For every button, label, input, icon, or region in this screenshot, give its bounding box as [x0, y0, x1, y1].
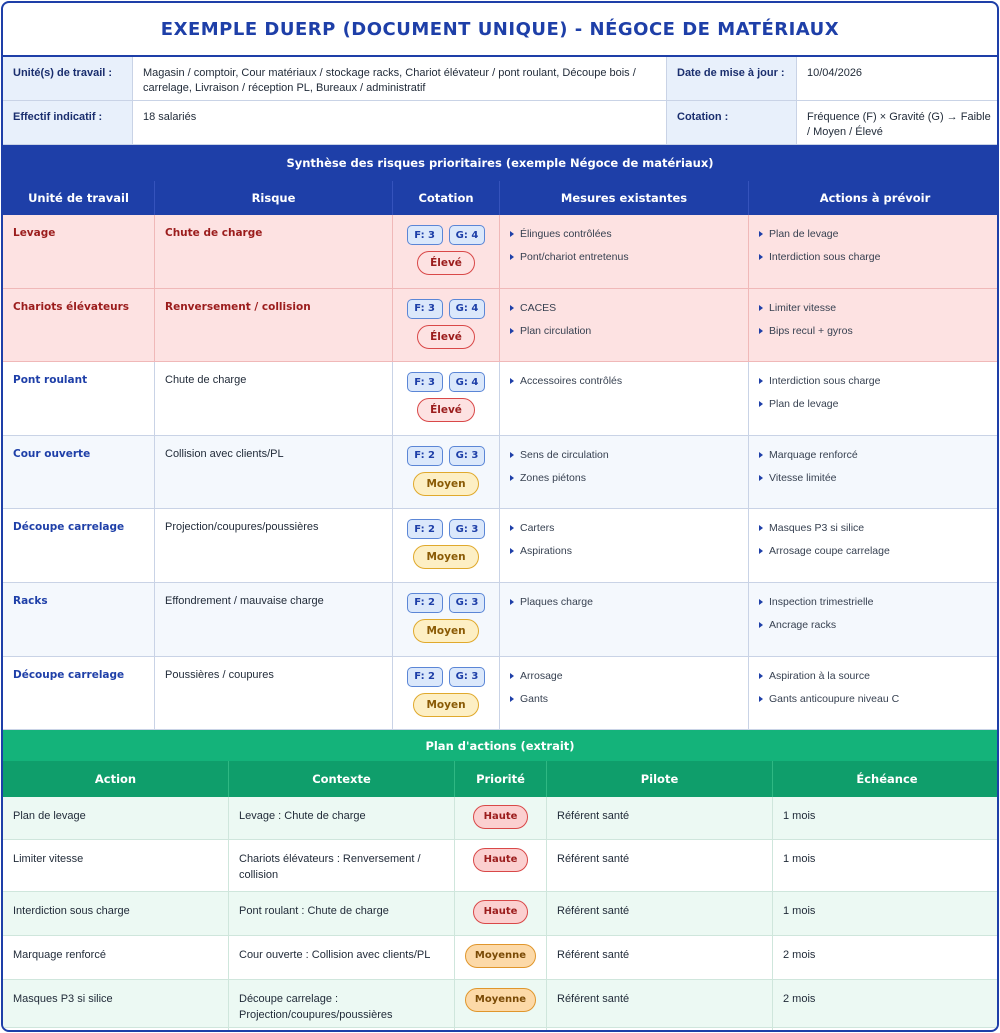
risk-name: Projection/coupures/poussières — [165, 521, 319, 534]
document — [1, 1, 999, 1032]
staff-label: Effectif indicatif : — [3, 101, 133, 144]
frequency-chip: F: 2 — [407, 593, 443, 613]
cotation-cell — [393, 583, 500, 656]
measures-list — [510, 301, 738, 338]
unit-cell — [3, 289, 155, 362]
date-label: Date de mise à jour : — [667, 57, 797, 101]
gravity-chip: G: 4 — [449, 372, 486, 392]
plan-row — [3, 840, 997, 892]
plan-pilot: Référent santé — [547, 936, 773, 979]
measures-cell — [500, 436, 749, 509]
risk-row — [3, 583, 997, 657]
measure-item: Sens de circulation — [510, 448, 738, 462]
plan-header-cell: Action — [3, 761, 229, 797]
measures-list — [510, 448, 738, 485]
measure-item: Aspirations — [510, 544, 738, 558]
measures-cell — [500, 583, 749, 656]
priority-badge: Moyenne — [465, 988, 536, 1012]
measures-list — [510, 521, 738, 558]
plan-action: Plan de levage — [3, 797, 229, 840]
measures-cell — [500, 509, 749, 582]
risk-cell — [155, 583, 393, 656]
info-table — [3, 57, 997, 145]
frequency-chip: F: 3 — [407, 225, 443, 245]
frequency-chip: F: 3 — [407, 372, 443, 392]
plan-action: Marquage renforcé — [3, 936, 229, 979]
actions-cell — [749, 583, 999, 656]
risk-level-badge: Élevé — [417, 251, 475, 275]
risk-level-badge: Élevé — [417, 398, 475, 422]
priority-badge: Moyenne — [465, 944, 536, 968]
gravity-chip: G: 3 — [449, 593, 486, 613]
plan-context: Levage : Chute de charge — [229, 797, 455, 840]
actions-list — [759, 227, 991, 264]
risk-level-badge: Moyen — [413, 472, 478, 496]
actions-cell — [749, 436, 999, 509]
unit-name: Découpe carrelage — [13, 668, 125, 681]
action-item: Plan de levage — [759, 227, 991, 241]
gravity-chip: G: 4 — [449, 299, 486, 319]
risk-cell — [155, 657, 393, 730]
frequency-gravity — [407, 299, 486, 319]
action-item: Interdiction sous charge — [759, 250, 991, 264]
plan-due: 2 mois — [783, 993, 816, 1006]
actions-list — [759, 669, 991, 706]
action-item: Masques P3 si silice — [759, 521, 991, 535]
plan-pilot: Référent santé — [547, 980, 773, 1032]
cotation-cell — [393, 362, 500, 435]
frequency-chip: F: 3 — [407, 299, 443, 319]
plan-row — [3, 980, 997, 1028]
plan-row — [3, 892, 997, 936]
unit-name: Racks — [13, 594, 48, 607]
measure-item: Zones piétons — [510, 471, 738, 485]
risks-header-cell: Mesures existantes — [500, 181, 749, 215]
measure-item: Gants — [510, 692, 738, 706]
plan-priority-cell — [455, 797, 547, 840]
actions-cell — [749, 289, 999, 362]
risk-row — [3, 289, 997, 363]
priority-badge: Haute — [473, 848, 529, 872]
plan-priority-cell — [455, 936, 547, 979]
plan-priority-cell — [455, 980, 547, 1032]
plan-header-cell: Pilote — [547, 761, 773, 797]
action-item: Vitesse limitée — [759, 471, 991, 485]
risks-header-cell: Risque — [155, 181, 393, 215]
risks-header-cell: Actions à prévoir — [819, 191, 931, 205]
plan-context: Chariots élévateurs : Renversement / collision — [229, 840, 455, 894]
measures-list — [510, 374, 738, 388]
risk-row — [3, 509, 997, 583]
plan-pilot: Référent santé — [547, 840, 773, 894]
risk-level-badge: Moyen — [413, 693, 478, 717]
priority-badge: Haute — [473, 900, 529, 924]
actions-cell — [749, 657, 999, 730]
plan-section-title: Plan d'actions (extrait) — [3, 730, 997, 761]
plan-context: Cour ouverte : Collision avec clients/PL — [229, 936, 455, 979]
action-item: Plan de levage — [759, 397, 991, 411]
risk-row — [3, 436, 997, 510]
risk-name: Collision avec clients/PL — [165, 447, 284, 460]
measure-item: Accessoires contrôlés — [510, 374, 738, 388]
unit-cell — [3, 362, 155, 435]
actions-list — [759, 374, 991, 411]
unit-cell — [3, 657, 155, 730]
risk-row — [3, 657, 997, 731]
plan-action: Interdiction sous charge — [3, 892, 229, 935]
measure-item: Pont/chariot entretenus — [510, 250, 738, 264]
cotation-cell — [393, 509, 500, 582]
measures-list — [510, 227, 738, 264]
measures-list — [510, 669, 738, 706]
actions-list — [759, 595, 991, 632]
measure-item: Carters — [510, 521, 738, 535]
risks-section-title: Synthèse des risques prioritaires (exemple Négoce de matériaux) — [3, 145, 997, 181]
action-item: Marquage renforcé — [759, 448, 991, 462]
action-item: Aspiration à la source — [759, 669, 991, 683]
plan-due: 1 mois — [783, 853, 816, 866]
measure-item: CACES — [510, 301, 738, 315]
rating-label: Cotation : — [667, 101, 797, 144]
risk-row — [3, 215, 997, 289]
plan-row — [3, 797, 997, 840]
plan-action: Limiter vitesse — [3, 840, 229, 894]
actions-cell — [749, 362, 999, 435]
risk-cell — [155, 436, 393, 509]
plan-context: Pont roulant : Chute de charge — [229, 892, 455, 935]
plan-pilot: Référent santé — [547, 892, 773, 935]
cotation-cell — [393, 215, 500, 288]
risk-name: Effondrement / mauvaise charge — [165, 594, 324, 607]
risk-name: Poussières / coupures — [165, 668, 274, 681]
plan-header-cell: Échéance — [856, 772, 918, 787]
plan-row — [3, 936, 997, 980]
date-value: 10/04/2026 — [797, 57, 999, 101]
action-item: Interdiction sous charge — [759, 374, 991, 388]
action-item: Arrosage coupe carrelage — [759, 544, 991, 558]
frequency-gravity — [407, 593, 486, 613]
plan-header-cell: Contexte — [229, 761, 455, 797]
plan-header — [3, 761, 997, 797]
rating-value: Fréquence (F) × Gravité (G) → Faible / Moyen / Élevé — [807, 111, 991, 138]
gravity-chip: G: 3 — [449, 519, 486, 539]
actions-cell — [749, 215, 999, 288]
gravity-chip: G: 3 — [449, 667, 486, 687]
priority-badge: Haute — [473, 805, 529, 829]
plan-due: 1 mois — [783, 905, 816, 918]
action-item: Gants anticoupure niveau C — [759, 692, 991, 706]
risk-cell — [155, 509, 393, 582]
frequency-chip: F: 2 — [407, 667, 443, 687]
measures-cell — [500, 362, 749, 435]
gravity-chip: G: 3 — [449, 446, 486, 466]
risk-name: Chute de charge — [165, 374, 247, 387]
actions-list — [759, 448, 991, 485]
risks-body — [3, 215, 997, 730]
measures-list — [510, 595, 738, 609]
cotation-cell — [393, 289, 500, 362]
cotation-cell — [393, 657, 500, 730]
risks-header — [3, 181, 997, 215]
unit-cell — [3, 583, 155, 656]
unit-name: Cour ouverte — [13, 447, 91, 460]
title-bar — [3, 3, 997, 57]
actions-cell — [749, 509, 999, 582]
unit-cell — [3, 436, 155, 509]
measures-cell — [500, 657, 749, 730]
plan-pilot: Référent santé — [547, 797, 773, 840]
frequency-chip: F: 2 — [407, 519, 443, 539]
risk-cell — [155, 289, 393, 362]
plan-due: 2 mois — [783, 949, 816, 962]
measure-item: Élingues contrôlées — [510, 227, 738, 241]
unit-name: Découpe carrelage — [13, 521, 125, 534]
unit-cell — [3, 215, 155, 288]
action-item: Bips recul + gyros — [759, 324, 991, 338]
risk-row — [3, 362, 997, 436]
plan-context: Découpe carrelage : Projection/coupures/poussières — [229, 980, 455, 1032]
risk-cell — [155, 362, 393, 435]
frequency-gravity — [407, 446, 486, 466]
unit-name: Levage — [13, 227, 56, 239]
risk-name: Chute de charge — [165, 227, 263, 239]
plan-priority-cell — [455, 892, 547, 935]
plan-action: Masques P3 si silice — [3, 980, 229, 1032]
risk-name: Renversement / collision — [165, 300, 311, 313]
risk-level-badge: Moyen — [413, 545, 478, 569]
plan-priority-cell — [455, 840, 547, 894]
frequency-chip: F: 2 — [407, 446, 443, 466]
unit-cell — [3, 509, 155, 582]
measures-cell — [500, 215, 749, 288]
units-value: Magasin / comptoir, Cour matériaux / stockage racks, Chariot élévateur / pont roulant, Découpe bois / carrelage, Livraison / réception PL, Bureaux / administratif — [133, 57, 667, 101]
cotation-cell — [393, 436, 500, 509]
risk-level-badge: Élevé — [417, 325, 475, 349]
actions-list — [759, 301, 991, 338]
plan-body — [3, 797, 997, 1028]
plan-due: 1 mois — [783, 810, 816, 823]
frequency-gravity — [407, 225, 486, 245]
action-item: Inspection trimestrielle — [759, 595, 991, 609]
plan-header-cell: Priorité — [455, 761, 547, 797]
frequency-gravity — [407, 667, 486, 687]
staff-value: 18 salariés — [133, 101, 667, 144]
measure-item: Plaques charge — [510, 595, 738, 609]
risks-header-cell: Unité de travail — [3, 181, 155, 215]
gravity-chip: G: 4 — [449, 225, 486, 245]
risk-level-badge: Moyen — [413, 619, 478, 643]
measures-cell — [500, 289, 749, 362]
action-item: Ancrage racks — [759, 618, 991, 632]
action-item: Limiter vitesse — [759, 301, 991, 315]
frequency-gravity — [407, 372, 486, 392]
actions-list — [759, 521, 991, 558]
risk-cell — [155, 215, 393, 288]
measure-item: Plan circulation — [510, 324, 738, 338]
unit-name: Pont roulant — [13, 374, 88, 387]
document-title: EXEMPLE DUERP (DOCUMENT UNIQUE) - NÉGOCE DE MATÉRIAUX — [160, 18, 840, 40]
measure-item: Arrosage — [510, 669, 738, 683]
frequency-gravity — [407, 519, 486, 539]
unit-name: Chariots élévateurs — [13, 300, 129, 313]
risks-header-cell: Cotation — [393, 181, 500, 215]
units-label: Unité(s) de travail : — [3, 57, 133, 101]
